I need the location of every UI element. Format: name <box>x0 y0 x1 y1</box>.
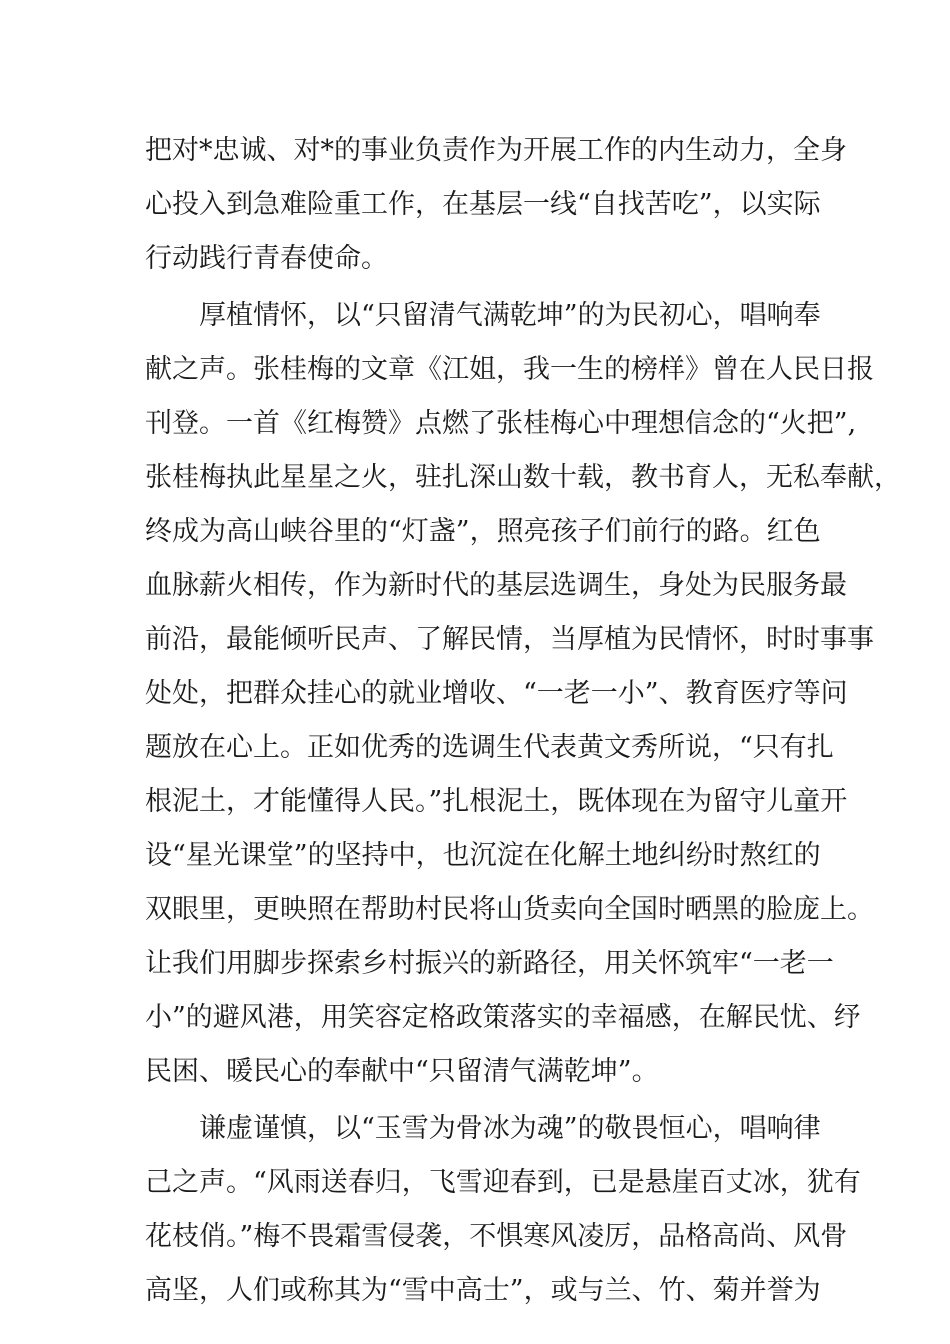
text-line: 处处，把群众挂心的就业增收、“一老一小”、教育医疗等问 <box>145 678 848 709</box>
text-line: 己之声。“风雨送春归，飞雪迎春到，已是悬崖百丈冰，犹有 <box>145 1167 861 1198</box>
paragraph-first-line: 厚植情怀，以“只留清气满乾坤”的为民初心，唱响奉 <box>199 300 821 331</box>
text-line: 民困、暖民心的奉献中“只留清气满乾坤”。 <box>145 1056 659 1087</box>
text-line: 双眼里，更映照在帮助村民将山货卖向全国时晒黑的脸庞上。 <box>145 894 874 925</box>
text-line: 高坚，人们或称其为“雪中高士”，或与兰、竹、菊并誉为 <box>145 1275 821 1306</box>
text-line: 献之声。张桂梅的文章《江姐，我一生的榜样》曾在人民日报 <box>145 354 874 385</box>
text-line: 花枝俏。”梅不畏霜雪侵袭，不惧寒风凌厉，品格高尚、风骨 <box>145 1221 848 1252</box>
text-line: 把对*忠诚、对*的事业负责作为开展工作的内生动力，全身 <box>145 135 847 166</box>
text-line: 血脉薪火相传，作为新时代的基层选调生，身处为民服务最 <box>145 570 847 601</box>
text-line: 设“星光课堂”的坚持中，也沉淀在化解土地纠纷时熬红的 <box>145 840 821 871</box>
text-line: 前沿，最能倾听民声、了解民情，当厚植为民情怀，时时事事 <box>145 624 874 655</box>
text-line: 心投入到急难险重工作，在基层一线“自找苦吃”，以实际 <box>145 189 821 220</box>
text-line: 张桂梅执此星星之火，驻扎深山数十载，教书育人，无私奉献， <box>145 462 901 493</box>
text-line: 小”的避风港，用笑容定格政策落实的幸福感，在解民忧、纾 <box>145 1002 861 1033</box>
text-line: 刊登。一首《红梅赞》点燃了张桂梅心中理想信念的“火把”, <box>145 408 857 439</box>
paragraph-first-line: 谦虚谨慎，以“玉雪为骨冰为魂”的敬畏恒心，唱响律 <box>199 1113 821 1144</box>
text-line: 题放在心上。正如优秀的选调生代表黄文秀所说，“只有扎 <box>145 732 834 763</box>
text-line: 让我们用脚步探索乡村振兴的新路径，用关怀筑牢“一老一 <box>145 948 834 979</box>
text-line: 行动践行青春使命。 <box>145 243 388 274</box>
text-line: 根泥土，才能懂得人民。”扎根泥土，既体现在为留守儿童开 <box>145 786 848 817</box>
body-text <box>145 124 901 1318</box>
text-line: 终成为高山峡谷里的“灯盏”，照亮孩子们前行的路。红色 <box>145 516 821 547</box>
